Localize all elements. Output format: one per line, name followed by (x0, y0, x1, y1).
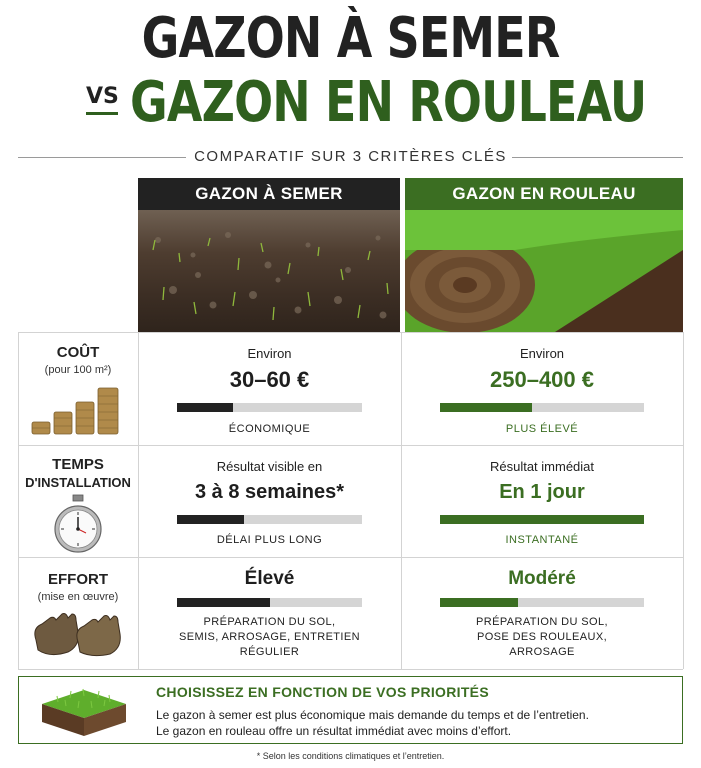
grass-tile-icon (38, 682, 130, 738)
column-header-roll: GAZON EN ROULEAU (405, 178, 683, 210)
main-title: GAZON À SEMER (141, 6, 560, 71)
time-roll-tag: INSTANTANÉ (505, 534, 579, 546)
grid-line (18, 445, 683, 446)
sod-roll-image (405, 210, 683, 332)
cost-roll-bar-fill (440, 403, 532, 412)
effort-roll-desc (401, 615, 683, 660)
cost-roll-value: 250–400 € (490, 367, 594, 392)
cost-roll-bar (440, 403, 644, 412)
effort-seed-desc-line: SEMIS, ARROSAGE, ENTRETIEN (179, 631, 360, 643)
cost-seed-value: 30–60 € (229, 367, 310, 392)
effort-roll-desc-line: POSE DES ROULEAUX, (476, 631, 608, 643)
seeded-soil-image (138, 210, 400, 332)
time-roll-value: En 1 jour (499, 481, 585, 503)
grid-line (18, 669, 683, 670)
criterion-effort-subtitle: (mise en œuvre) (37, 591, 119, 603)
footnote: * Selon les conditions climatiques et l’entretien. (256, 751, 445, 761)
cost-roll-prefix: Environ (519, 346, 565, 361)
cost-seed-tag: ÉCONOMIQUE (228, 423, 311, 435)
effort-roll-desc-line: PRÉPARATION DU SOL, (476, 616, 608, 628)
subtitle: COMPARATIF SUR 3 CRITÈRES CLÉS (194, 148, 507, 165)
time-roll-bar (440, 515, 644, 524)
cost-seed-bar (177, 403, 362, 412)
criterion-time-title: TEMPS (52, 456, 104, 473)
effort-seed-desc-line: RÉGULIER (239, 646, 300, 658)
effort-seed-bar-fill (177, 598, 270, 607)
criterion-cost-title: COÛT (56, 344, 100, 361)
recommendation-line-1: Le gazon à semer est plus économique mais demande du temps et de l’entretien. (156, 708, 589, 722)
recommendation-line-2: Le gazon en rouleau offre un résultat immédiat avec moins d’effort. (156, 724, 512, 738)
main-title-line2: GAZON EN ROULEAU (130, 70, 647, 135)
column-header-seed: GAZON À SEMER (138, 178, 400, 210)
grid-line (18, 332, 19, 669)
coin-stacks-icon (30, 384, 126, 436)
cost-seed-bar-fill (177, 403, 233, 412)
effort-roll-bar-fill (440, 598, 518, 607)
effort-roll-bar (440, 598, 644, 607)
criterion-effort-title: EFFORT (48, 571, 108, 588)
criterion-cost-subtitle: (pour 100 m²) (44, 364, 112, 376)
time-seed-value: 3 à 8 semaines* (195, 481, 344, 503)
time-seed-bar (177, 515, 362, 524)
effort-seed-value: Élevé (244, 568, 295, 589)
effort-seed-desc-line: PRÉPARATION DU SOL, (203, 616, 336, 628)
work-gloves-icon (28, 610, 128, 658)
stopwatch-icon (52, 493, 104, 555)
effort-roll-value: Modéré (508, 568, 576, 589)
grid-line (18, 332, 683, 333)
vs-label: VS (86, 84, 119, 109)
recommendation-title: CHOISISSEZ EN FONCTION DE VOS PRIORITÉS (156, 684, 489, 700)
effort-seed-desc (138, 615, 401, 660)
time-roll-prefix: Résultat immédiat (489, 459, 595, 474)
time-seed-tag: DÉLAI PLUS LONG (216, 534, 323, 546)
time-roll-bar-fill (440, 515, 644, 524)
vs-underline (86, 112, 118, 115)
time-seed-prefix: Résultat visible en (216, 459, 323, 474)
cost-roll-tag: PLUS ÉLEVÉ (505, 423, 579, 435)
cost-seed-prefix: Environ (247, 346, 292, 361)
grid-line (683, 332, 684, 669)
grid-line (18, 557, 683, 558)
criterion-time-title-line2: D'INSTALLATION (25, 475, 131, 490)
subtitle-divider-right (512, 157, 683, 158)
time-seed-bar-fill (177, 515, 244, 524)
effort-roll-desc-line: ARROSAGE (509, 646, 575, 658)
effort-seed-bar (177, 598, 362, 607)
